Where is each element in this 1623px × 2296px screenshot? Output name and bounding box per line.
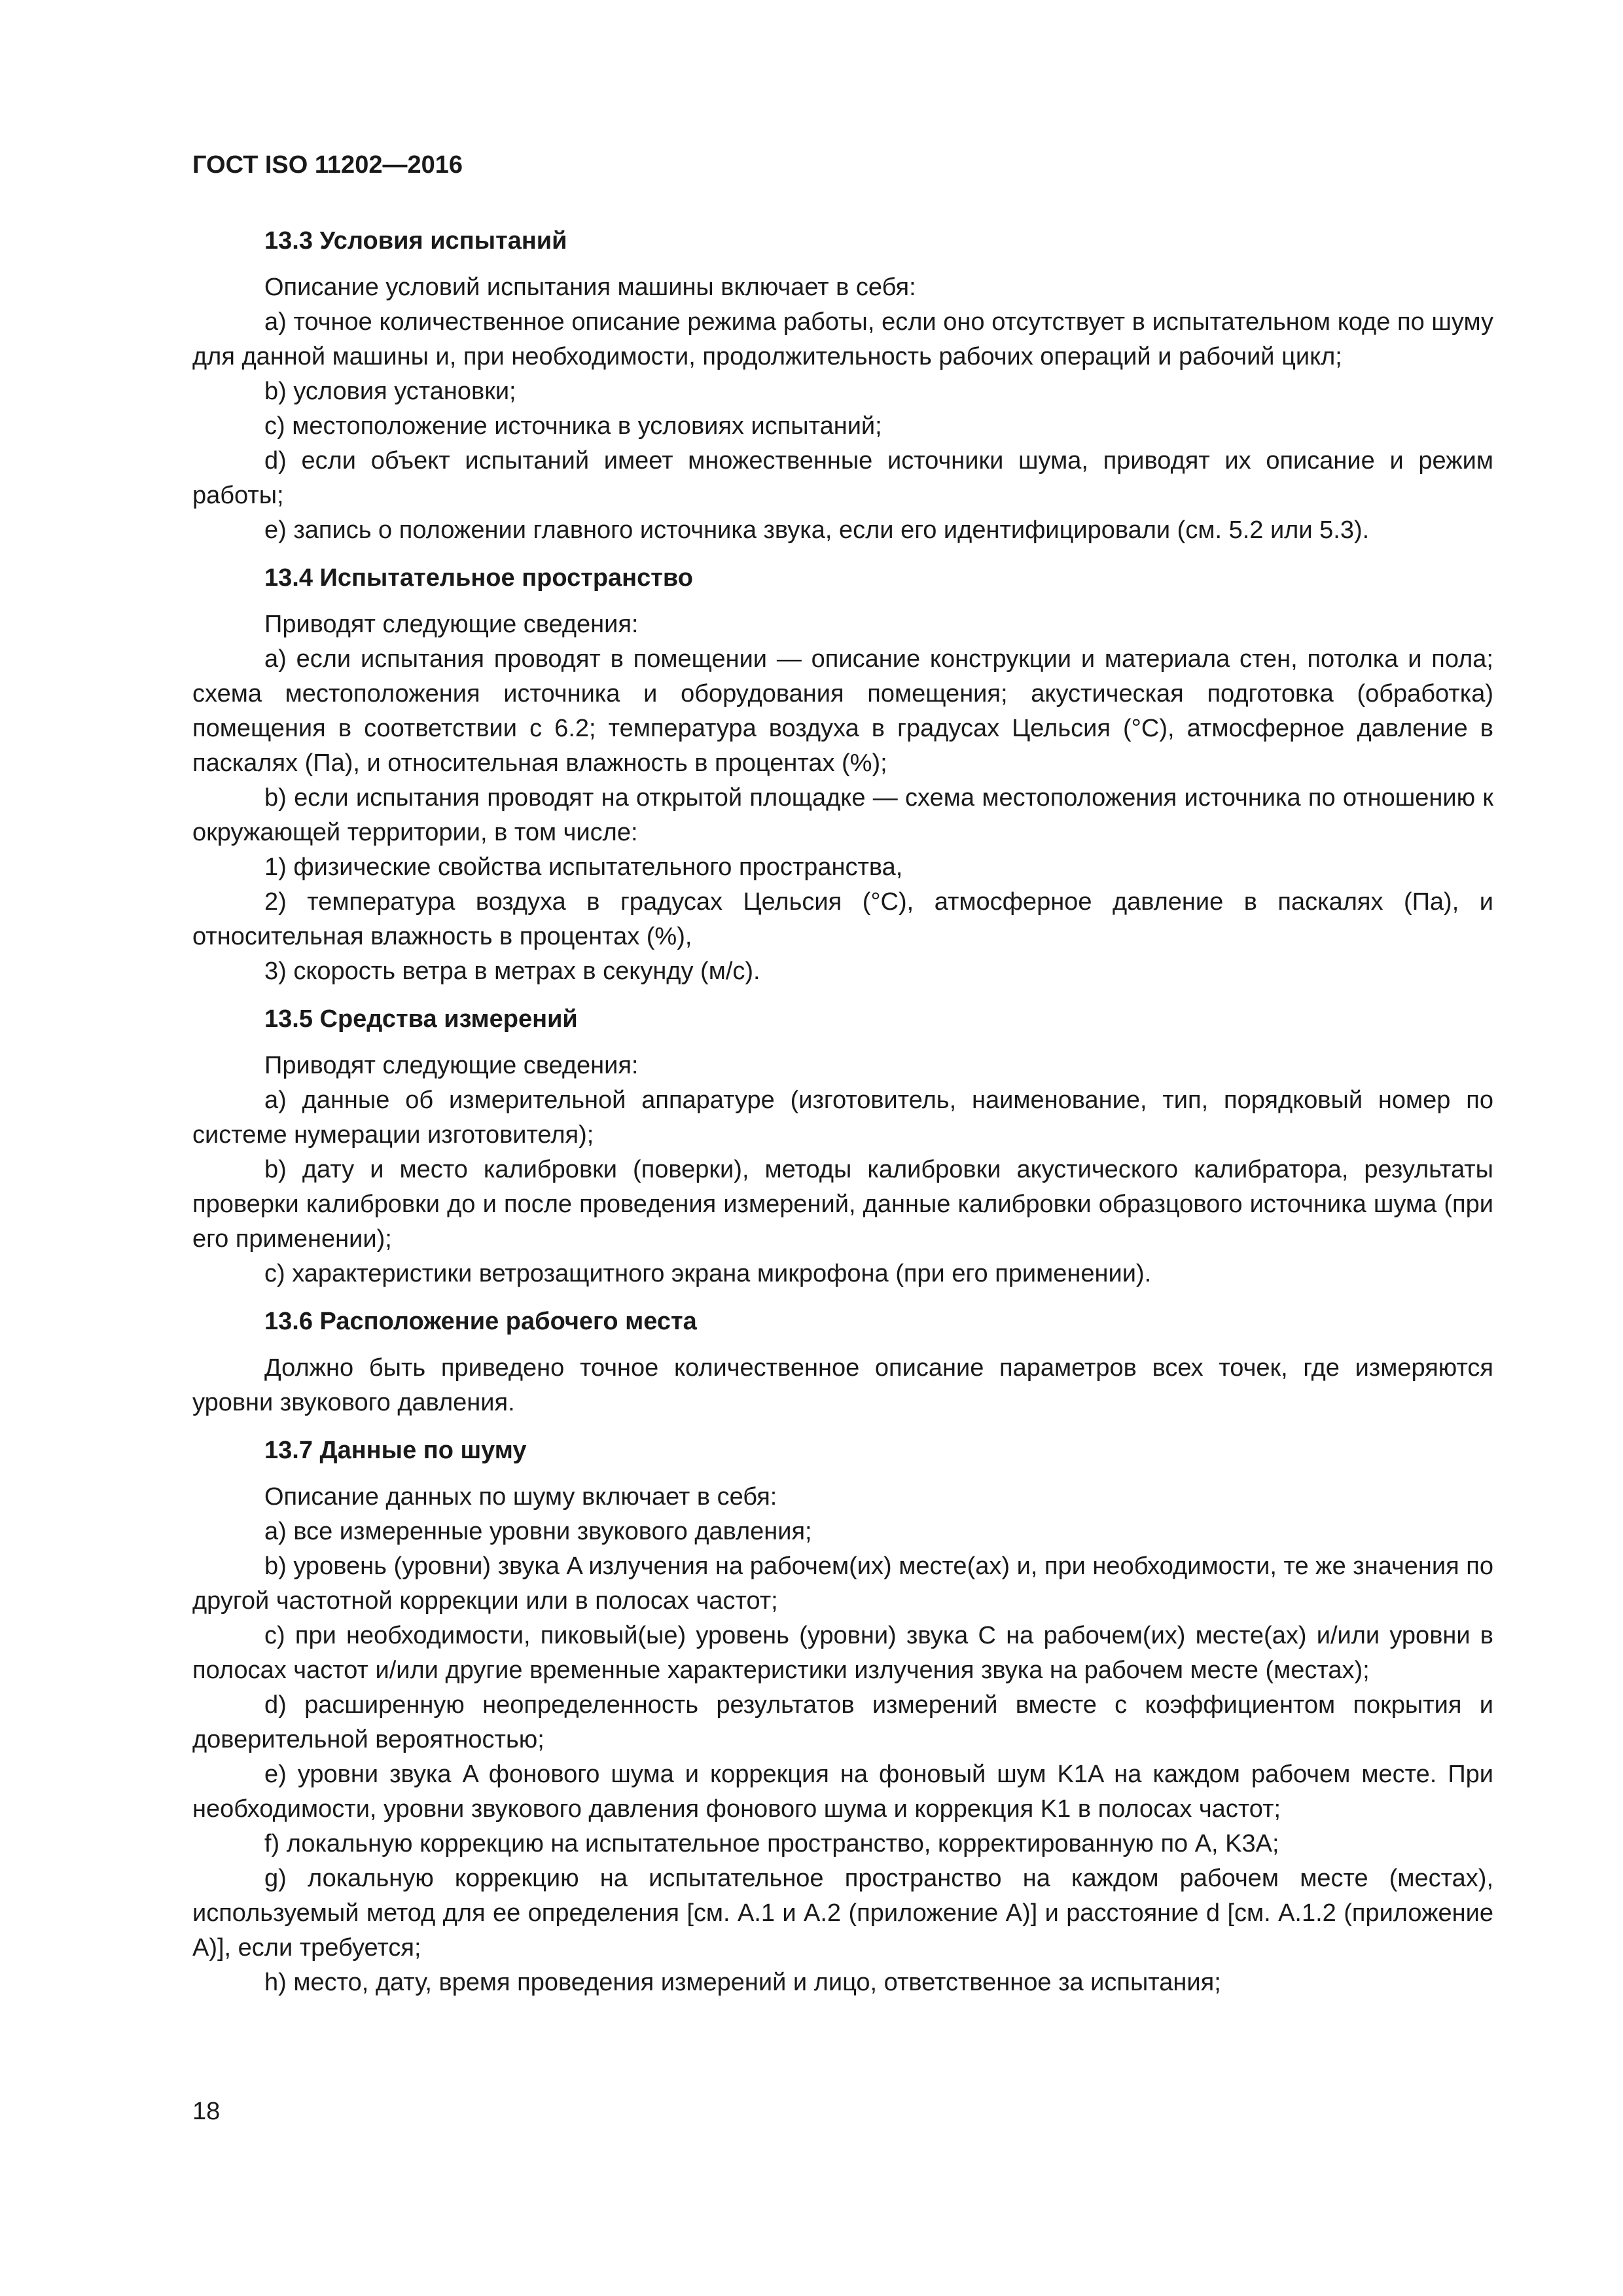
paragraph: b) если испытания проводят на открытой площадке — схема местоположения источника по отношению к окружающей территории, в том числе:: [192, 784, 1493, 846]
paragraph: а) данные об измерительной аппаратуре (изготовитель, наименование, тип, порядковый номер по системе нумерации изготовителя);: [192, 1086, 1493, 1149]
paragraph: e) запись о положении главного источника звука, если его идентифицировали (см. 5.2 или 5.3).: [264, 516, 1370, 544]
paragraph: b) уровень (уровни) звука A излучения на рабочем(их) месте(ах) и, при необходимости, те же значения по другой частотной коррекции или в полосах частот;: [192, 1552, 1493, 1615]
paragraph: c) местоположение источника в условиях испытаний;: [264, 412, 882, 440]
paragraph: 3) скорость ветра в метрах в секунду (м/с).: [264, 958, 760, 985]
paragraph: d) если объект испытаний имеет множественные источники шума, приводят их описание и режим работы;: [192, 447, 1493, 509]
paragraph: Приводят следующие сведения:: [264, 611, 639, 638]
page-number: 18: [192, 2098, 221, 2125]
paragraph: h) место, дату, время проведения измерений и лицо, ответственное за испытания;: [264, 1969, 1221, 1996]
paragraph: 1) физические свойства испытательного пространства,: [264, 853, 903, 881]
paragraph: Описание данных по шуму включает в себя:: [264, 1483, 777, 1511]
paragraph: g) локальную коррекцию на испытательное пространство на каждом рабочем месте (местах), используемый метод для ее определения [см. A.1 и A.2 (приложение A)] и расстояние d [см. A.1.2 (приложение A)], если требуется;: [192, 1865, 1493, 1962]
paragraph: Должно быть приведено точное количественное описание параметров всех точек, где измеряются уровни звукового давления.: [192, 1354, 1493, 1416]
paragraph: b) условия установки;: [264, 378, 516, 405]
paragraph: 2) температура воздуха в градусах Цельсия (°C), атмосферное давление в паскалях (Па), и относительная влажность в процентах (%),: [192, 888, 1493, 950]
section-title: 13.5 Средства измерений: [264, 1005, 578, 1033]
paragraph: c) при необходимости, пиковый(ые) уровень (уровни) звука C на рабочем(их) месте(ах) и/или уровни в полосах частот и/или другие временные характеристики излучения звука на рабочем месте (местах);: [192, 1622, 1493, 1684]
document-header: ГОСТ ISO 11202—2016: [192, 151, 463, 179]
paragraph: f) локальную коррекцию на испытательное пространство, корректированную по A, K3A;: [264, 1830, 1279, 1857]
paragraph: c) характеристики ветрозащитного экрана микрофона (при его применении).: [264, 1260, 1152, 1287]
paragraph: а) все измеренные уровни звукового давления;: [264, 1518, 812, 1545]
paragraph: а) точное количественное описание режима работы, если оно отсутствует в испытательном коде по шуму для данной машины и, при необходимости, продолжительность рабочих операций и рабочий цикл;: [192, 308, 1493, 370]
section-title: 13.7 Данные по шуму: [264, 1437, 527, 1464]
document-body: [192, 224, 1493, 2000]
paragraph: а) если испытания проводят в помещении — описание конструкции и материала стен, потолка и пола; схема местоположения источника и оборудования помещения; акустическая подготовка (обработка) помещения в соответствии с 6.2; температура воздуха в градусах Цельсия (°C), атмосферное давление в паскалях (Па), и относительная влажность в процентах (%);: [192, 645, 1493, 777]
paragraph: d) расширенную неопределенность результатов измерений вместе с коэффициентом покрытия и доверительной вероятностью;: [192, 1691, 1493, 1753]
section-title: 13.4 Испытательное пространство: [264, 564, 693, 592]
paragraph: e) уровни звука A фонового шума и коррекция на фоновый шум K1A на каждом рабочем месте. При необходимости, уровни звукового давления фонового шума и коррекция K1 в полосах частот;: [192, 1761, 1493, 1823]
section-title: 13.6 Расположение рабочего места: [264, 1308, 697, 1335]
paragraph: b) дату и место калибровки (поверки), методы калибровки акустического калибратора, результаты проверки калибровки до и после проведения измерений, данные калибровки образцового источника шума (при его применении);: [192, 1156, 1493, 1253]
paragraph: Приводят следующие сведения:: [264, 1052, 639, 1079]
section-title: 13.3 Условия испытаний: [264, 227, 567, 255]
paragraph: Описание условий испытания машины включает в себя:: [264, 274, 916, 301]
